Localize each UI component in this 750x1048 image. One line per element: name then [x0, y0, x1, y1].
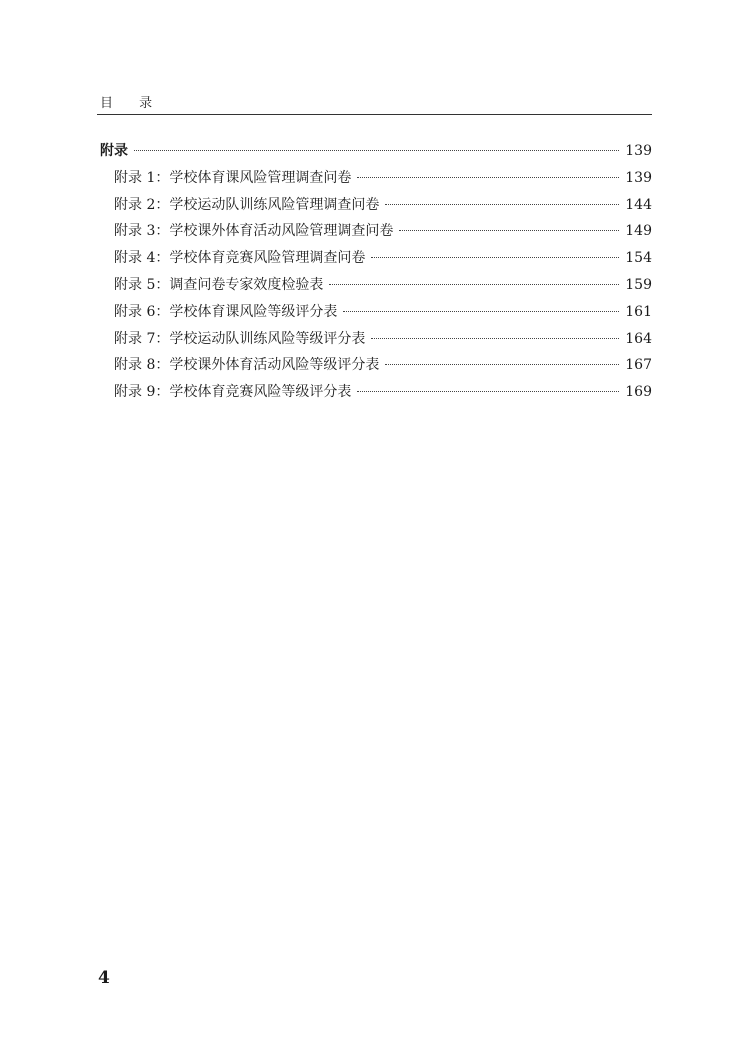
- toc-entry-appendix-6[interactable]: [100, 299, 652, 326]
- running-header: [100, 92, 652, 111]
- toc-entry-title: 附录 3：学校课外体育活动风险管理调查问卷: [114, 223, 394, 240]
- toc-entry-page: 144: [625, 196, 652, 213]
- toc-entry-title: 附录 4：学校体育竞赛风险管理调查问卷: [114, 250, 366, 267]
- toc-entry-appendix-2[interactable]: [100, 192, 652, 219]
- leader-dots: [385, 364, 619, 365]
- toc-entry-page: 149: [625, 223, 652, 240]
- toc-entry-title: 附录 8：学校课外体育活动风险等级评分表: [114, 357, 380, 374]
- toc-entry-title: 附录 7：学校运动队训练风险等级评分表: [114, 330, 366, 347]
- toc-entry-page: 167: [625, 357, 652, 374]
- toc-entry-page: 139: [625, 143, 652, 159]
- toc-entry-appendix-7[interactable]: [100, 326, 652, 353]
- toc-entry-appendix-1[interactable]: [100, 165, 652, 192]
- toc-entry-title: 附录 9：学校体育竞赛风险等级评分表: [114, 384, 352, 401]
- toc-entry-appendix-8[interactable]: [100, 352, 652, 379]
- toc-entry-title: 附录 6：学校体育课风险等级评分表: [114, 303, 338, 320]
- leader-dots: [329, 284, 619, 285]
- leader-dots: [371, 338, 619, 339]
- toc-entry-title: 附录 2：学校运动队训练风险管理调查问卷: [114, 196, 380, 213]
- toc-entry-page: 154: [625, 250, 652, 267]
- toc-entry-page: 164: [625, 330, 652, 347]
- toc-entry-title: 附录 5：调查问卷专家效度检验表: [114, 276, 324, 293]
- toc-entry-appendix-5[interactable]: [100, 272, 652, 299]
- header-char-2: 录: [139, 96, 153, 111]
- leader-dots: [399, 230, 619, 231]
- toc-entry-page: 169: [625, 384, 652, 401]
- table-of-contents: [100, 138, 652, 406]
- toc-entry-appendix-3[interactable]: [100, 218, 652, 245]
- leader-dots: [357, 177, 619, 178]
- header-rule: [97, 114, 652, 115]
- toc-entry-page: 139: [625, 169, 652, 186]
- leader-dots: [343, 311, 619, 312]
- leader-dots: [385, 204, 619, 205]
- toc-entry-appendix-4[interactable]: [100, 245, 652, 272]
- leader-dots: [134, 150, 619, 151]
- leader-dots: [357, 391, 619, 392]
- header-char-1: 目: [100, 96, 114, 111]
- toc-entry-appendix-9[interactable]: [100, 379, 652, 406]
- leader-dots: [371, 257, 619, 258]
- page-number: 4: [98, 968, 110, 988]
- toc-entry-page: 161: [625, 303, 652, 320]
- toc-entry-appendix[interactable]: [100, 138, 652, 165]
- toc-entry-title: 附录: [100, 143, 128, 159]
- toc-entry-title: 附录 1：学校体育课风险管理调查问卷: [114, 169, 352, 186]
- toc-entry-page: 159: [625, 276, 652, 293]
